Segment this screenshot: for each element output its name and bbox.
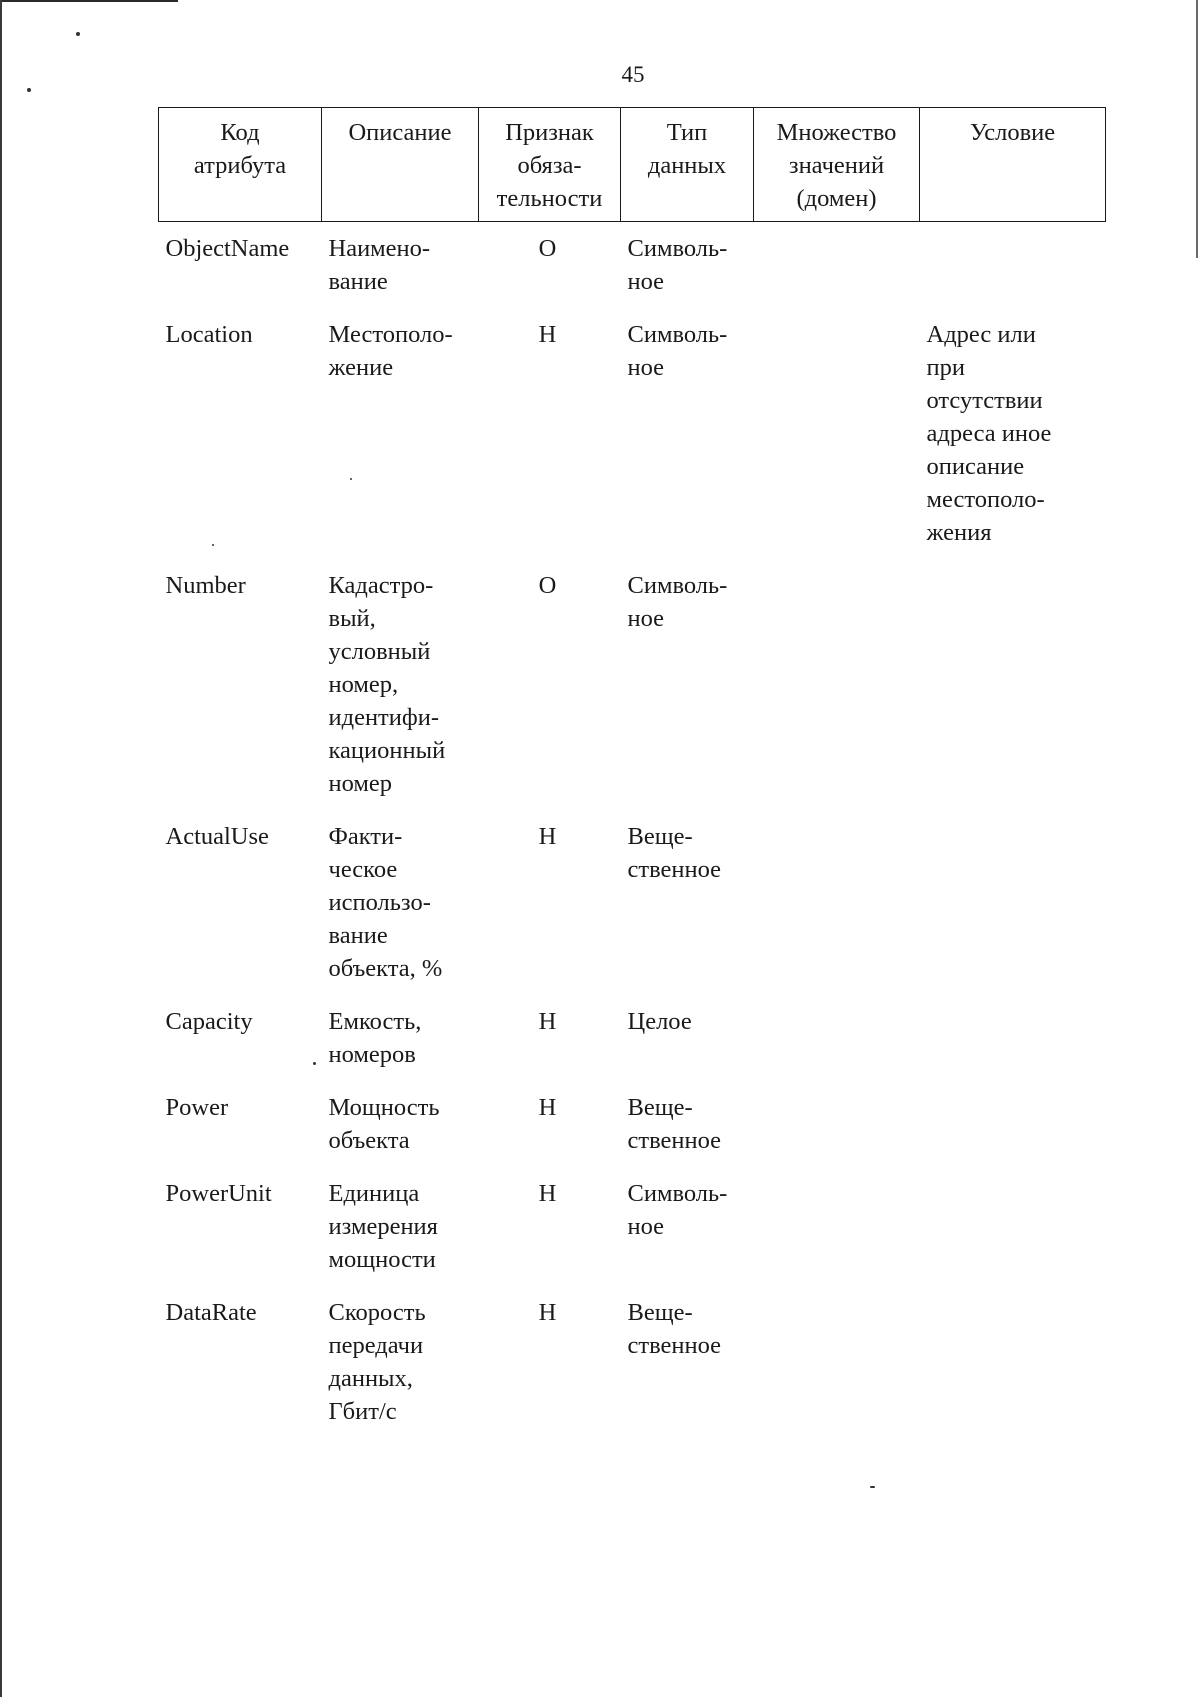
cell-condition xyxy=(920,820,1106,1005)
cell-domain xyxy=(754,1177,920,1296)
cell-code: DataRate xyxy=(165,1299,257,1326)
cell-condition: Адрес или при отсутствии адреса иное описание местополо- жения xyxy=(926,321,1052,546)
cell-code: Capacity xyxy=(165,1008,253,1035)
cell-description: Единица измерения мощности xyxy=(328,1180,438,1273)
cell-code: ActualUse xyxy=(165,823,269,850)
table-body xyxy=(159,222,1106,1449)
cell-type: Веще- ственное xyxy=(627,823,722,883)
table-row xyxy=(159,222,1106,319)
cell-domain xyxy=(754,1091,920,1177)
cell-condition xyxy=(920,569,1106,820)
cell-description: Емкость, номеров xyxy=(328,1008,422,1068)
cell-required: О xyxy=(538,235,557,262)
cell-code: Number xyxy=(165,572,246,599)
cell-type: Символь- ное xyxy=(627,321,728,381)
cell-domain xyxy=(754,569,920,820)
attribute-table xyxy=(158,107,1106,1448)
cell-description: Скорость передачи данных, Гбит/с xyxy=(328,1299,426,1425)
scan-edge-left xyxy=(0,0,2,1697)
cell-code: ObjectName xyxy=(165,235,290,262)
table-header xyxy=(159,108,1106,222)
cell-required: Н xyxy=(538,1094,557,1121)
cell-condition xyxy=(920,1177,1106,1296)
scan-speck xyxy=(76,32,80,36)
cell-domain xyxy=(754,820,920,1005)
table-row xyxy=(159,1177,1106,1296)
table-row xyxy=(159,318,1106,569)
scan-edge-right xyxy=(1196,0,1198,258)
cell-condition xyxy=(920,1296,1106,1448)
cell-required: Н xyxy=(538,823,557,850)
header-condition: Условие xyxy=(920,108,1106,222)
header-value-domain: Множество значений (домен) xyxy=(754,108,920,222)
cell-domain xyxy=(754,222,920,319)
header-required-flag: Признак обяза- тельности xyxy=(479,108,621,222)
cell-required: Н xyxy=(538,1299,557,1326)
cell-description: Мощность объекта xyxy=(328,1094,440,1154)
cell-required: Н xyxy=(538,1180,557,1207)
cell-type: Символь- ное xyxy=(627,235,728,295)
cell-domain xyxy=(754,318,920,569)
page-number: 45 xyxy=(621,62,645,87)
cell-condition xyxy=(920,1005,1106,1091)
cell-description: Факти- ческое использо- вание объекта, % xyxy=(328,823,443,982)
cell-type: Символь- ное xyxy=(627,1180,728,1240)
cell-domain xyxy=(754,1005,920,1091)
cell-condition xyxy=(920,222,1106,319)
header-data-type: Тип данных xyxy=(621,108,754,222)
cell-type: Символь- ное xyxy=(627,572,728,632)
header-attribute-code: Код атрибута xyxy=(159,108,322,222)
cell-required: Н xyxy=(538,1008,557,1035)
cell-code: Location xyxy=(165,321,253,348)
cell-description: Наимено- вание xyxy=(328,235,431,295)
cell-required: Н xyxy=(538,321,557,348)
cell-required: О xyxy=(538,572,557,599)
cell-type: Веще- ственное xyxy=(627,1299,722,1359)
table-row xyxy=(159,569,1106,820)
cell-type: Веще- ственное xyxy=(627,1094,722,1154)
cell-code: Power xyxy=(165,1094,229,1121)
table-row xyxy=(159,1091,1106,1177)
table-row xyxy=(159,820,1106,1005)
cell-condition xyxy=(920,1091,1106,1177)
cell-description: Местополо- жение xyxy=(328,321,453,381)
cell-type: Целое xyxy=(627,1008,692,1035)
scan-speck xyxy=(27,88,31,92)
table-row xyxy=(159,1296,1106,1448)
table-row xyxy=(159,1005,1106,1091)
header-description: Описание xyxy=(322,108,479,222)
cell-description: Кадастро- вый, условный номер, идентифи- кационный номер xyxy=(328,572,446,797)
cell-code: PowerUnit xyxy=(165,1180,272,1207)
scan-edge-top xyxy=(0,0,178,2)
header-row xyxy=(159,108,1106,222)
scan-speck xyxy=(870,1486,875,1488)
cell-domain xyxy=(754,1296,920,1448)
